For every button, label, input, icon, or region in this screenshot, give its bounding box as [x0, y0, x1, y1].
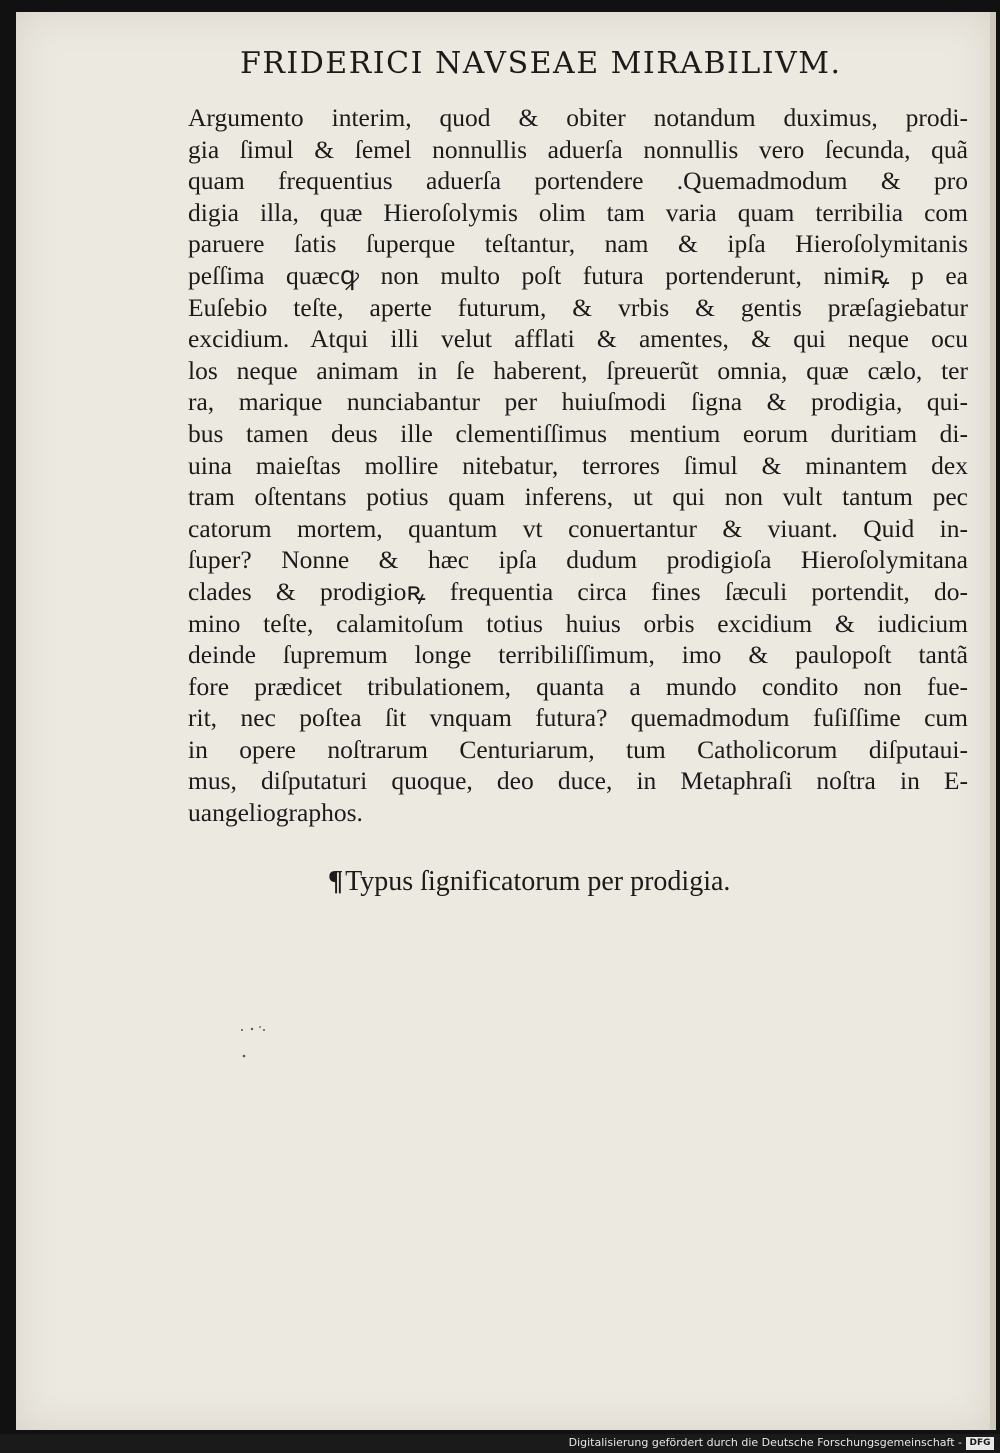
text-line: digia illa, quæ Hieroſolymis olim tam varia quam terribilia com [188, 197, 968, 227]
text-line: mino teſte, calamitoſum totius huius orbis excidium & iudicium [188, 608, 968, 638]
text-line: mus, diſputaturi quoque, deo duce, in Metaphraſi noſtra in E- [188, 766, 968, 796]
text-line: clades & prodigioꝶ frequentia circa fines ſæculi portendit, do- [188, 576, 968, 606]
text-line: fore prædicet tribulationem, quanta a mundo condito non fue- [188, 671, 968, 701]
text-line: rit, nec poſtea ſit vnquam futura? quemadmodum fuſiſſime cum [188, 703, 968, 733]
caption-text: Typus ſignificatorum per prodigia. [345, 866, 731, 897]
body-text [188, 102, 968, 829]
text-line: uina maieſtas mollire nitebatur, terrores ſimul & minantem dex [188, 450, 968, 480]
text-line: Argumento interim, quod & obiter notandum duximus, prodi- [188, 103, 968, 132]
text-line: excidium. Atqui illi velut afflati & amentes, & qui neque ocu [188, 324, 968, 354]
figure-caption [328, 866, 730, 898]
text-line: quam frequentius aduerſa portendere .Quemadmodum & pro [188, 166, 968, 196]
ink-specks [238, 1024, 278, 1064]
text-line: bus tamen deus ille clementiſſimus mentium eorum duritiam di- [188, 418, 968, 448]
text-line: deinde ſupremum longe terribiliſſimum, imo & paulopoſt tantã [188, 640, 968, 670]
running-head: FRIDERICI NAVSEAE MIRABILIVM. [240, 46, 842, 81]
page-edge [990, 12, 996, 1430]
text-line: gia ſimul & ſemel nonnullis aduerſa nonnullis vero ſecunda, quã [188, 134, 968, 164]
text-line: ſuper? Nonne & hæc ipſa dudum prodigioſa Hieroſolymitana [188, 545, 968, 575]
footer-credit: Digitalisierung gefördert durch die Deutsche Forschungsgemeinschaft - [568, 1436, 962, 1449]
dfg-logo: DFG [966, 1437, 994, 1450]
text-line: Euſebio teſte, aperte futurum, & vrbis & gentis præſagiebatur [188, 292, 968, 322]
text-line: ra, marique nunciabantur per huiuſmodi ſigna & prodigia, qui- [188, 387, 968, 417]
text-line: tram oſtentans potius quam inferens, ut qui non vult tantum pec [188, 482, 968, 512]
text-line: catorum mortem, quantum vt conuertantur & viuant. Quid in- [188, 513, 968, 543]
text-line: in opere noſtrarum Centuriarum, tum Catholicorum diſputaui- [188, 734, 968, 764]
text-line: peſſima quæcꝙ non multo poſt futura portenderunt, nimiꝶ p ea [188, 260, 968, 290]
text-line: paruere ſatis ſuperque teſtantur, nam & ipſa Hieroſolymitanis [188, 229, 968, 259]
pilcrow-mark: ¶ [328, 866, 344, 897]
text-line: los neque animam in ſe haberent, ſpreuerũt omnia, quæ cælo, ter [188, 355, 968, 385]
text-line: uangeliographos. [188, 798, 363, 828]
